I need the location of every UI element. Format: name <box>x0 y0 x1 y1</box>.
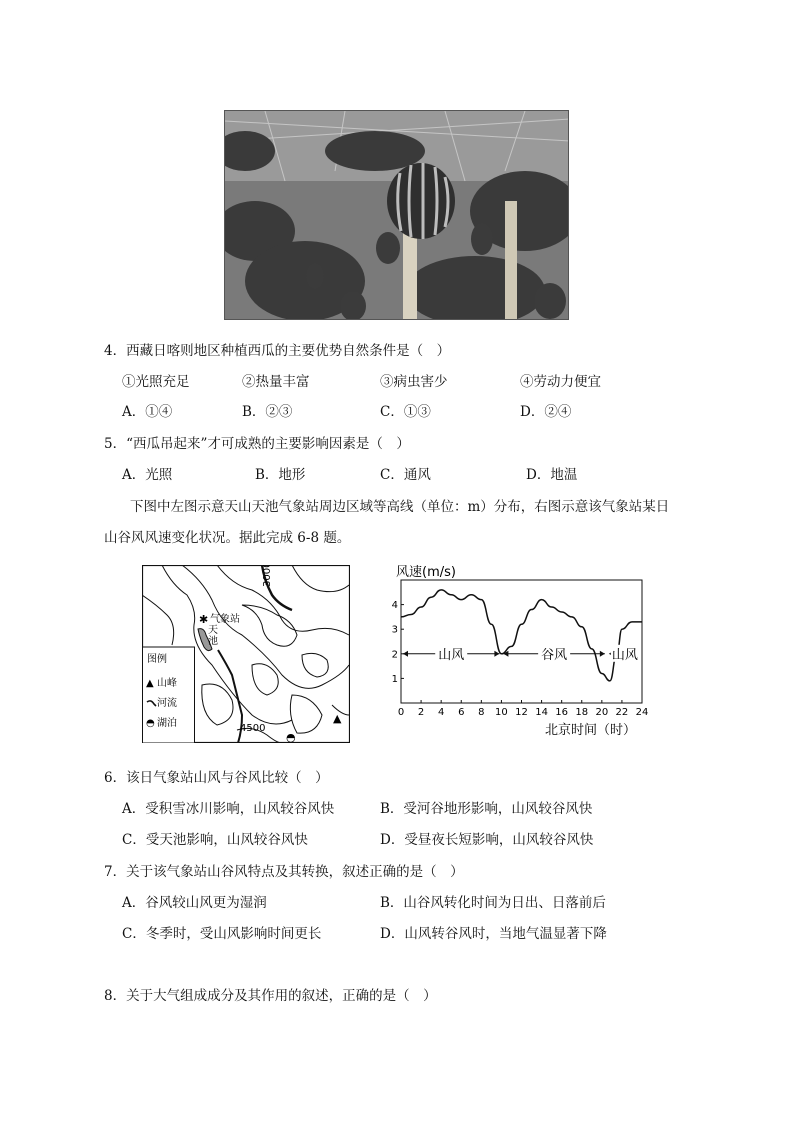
legend-lake-label: 湖泊 <box>157 718 177 729</box>
annotation-label: 山风 <box>611 647 638 663</box>
q4-item-3: ③病虫害少 <box>380 374 448 390</box>
contour-map <box>142 565 350 743</box>
x-tick-label: 18 <box>575 707 589 718</box>
peak-marker-icon: ▲ <box>333 712 342 725</box>
q7-option-b[interactable]: B．山谷风转化时间为日出、日落前后 <box>380 895 606 911</box>
q4-item-1: ①光照充足 <box>122 374 190 390</box>
x-tick-label: 16 <box>555 707 569 718</box>
annotation-label: 山风 <box>438 647 465 663</box>
wind-speed-chart <box>392 560 648 740</box>
x-tick-label: 10 <box>495 707 508 718</box>
x-tick-label: 24 <box>635 707 648 718</box>
q4-item-2: ②热量丰富 <box>242 374 310 390</box>
q4-option-d[interactable]: D．②④ <box>520 404 572 420</box>
q7-option-a[interactable]: A．谷风较山风更为湿润 <box>122 895 267 911</box>
q4-stem: 4．西藏日喀则地区种植西瓜的主要优势自然条件是（ ） <box>104 343 451 359</box>
legend-peak-label: 山峰 <box>157 678 177 689</box>
q5-stem: 5．“西瓜吊起来”才可成熟的主要影响因素是（ ） <box>104 436 410 452</box>
q6-option-b[interactable]: B．受河谷地形影响，山风较谷风快 <box>380 801 593 817</box>
q4-option-b[interactable]: B．②③ <box>242 404 293 420</box>
y-tick-label: 1 <box>392 673 398 685</box>
annotation-label: 谷风 <box>541 647 568 663</box>
annotation-arrowhead <box>403 651 408 657</box>
y-tick-label: 2 <box>392 649 398 661</box>
legend-title: 图例 <box>147 654 167 665</box>
q5-option-b[interactable]: B．地形 <box>255 467 306 483</box>
q5-option-d[interactable]: D．地温 <box>526 467 578 483</box>
q7-option-c[interactable]: C．冬季时，受山风影响时间更长 <box>122 926 322 942</box>
station-label: 气象站 <box>210 614 240 625</box>
x-tick-label: 14 <box>535 707 548 718</box>
station-marker-icon: ✱ <box>199 613 209 626</box>
chart-y-axis-label: 风速(m/s) <box>396 565 456 580</box>
legend-lake-icon: ◓ <box>146 718 155 729</box>
q4-item-4: ④劳动力便宜 <box>520 374 601 390</box>
watermelon <box>387 163 455 239</box>
q6-option-c[interactable]: C．受天池影响，山风较谷风快 <box>122 832 308 848</box>
q6-stem: 6．该日气象站山风与谷风比较（ ） <box>104 770 329 786</box>
lake-label-2: 池 <box>208 636 218 647</box>
x-tick-label: 12 <box>515 707 528 718</box>
q7-option-d[interactable]: D．山风转谷风时，当地气温显著下降 <box>380 926 607 942</box>
wind-speed-line <box>401 590 642 681</box>
legend-river-label: 河流 <box>157 698 177 709</box>
q6-option-d[interactable]: D．受昼夜长短影响，山风较谷风快 <box>380 832 594 848</box>
x-tick-label: 20 <box>595 707 609 718</box>
y-tick-label: 4 <box>392 600 398 612</box>
x-tick-label: 4 <box>437 707 445 718</box>
q5-option-c[interactable]: C．通风 <box>380 467 431 483</box>
intro-line-1: 下图中左图示意天山天池气象站周边区域等高线（单位：m）分布，右图示意该气象站某日 <box>130 499 670 515</box>
q5-option-a[interactable]: A．光照 <box>122 467 173 483</box>
x-tick-label: 2 <box>417 707 425 718</box>
q8-stem: 8．关于大气组成成分及其作用的叙述，正确的是（ ） <box>104 988 437 1004</box>
contour-label-3000: 3000 <box>262 565 273 587</box>
q4-option-c[interactable]: C．①③ <box>380 404 431 420</box>
chart-x-axis-label: 北京时间（时） <box>545 723 637 738</box>
contour-label-4500: 4500 <box>240 723 266 734</box>
q7-stem: 7．关于该气象站山谷风特点及其转换，叙述正确的是（ ） <box>104 864 464 880</box>
lake-label-1: 天 <box>208 625 218 636</box>
q6-option-a[interactable]: A．受积雪冰川影响，山风较谷风快 <box>122 801 335 817</box>
annotation-arrowhead <box>600 651 605 657</box>
q4-option-a[interactable]: A．①④ <box>122 404 173 420</box>
watermelon-photo-drawing <box>225 111 569 320</box>
legend-peak-icon: ▲ <box>146 678 154 689</box>
watermelon-photo <box>224 110 569 320</box>
intro-line-2: 山谷风风速变化状况。据此完成 6-8 题。 <box>104 530 351 546</box>
legend <box>143 647 195 743</box>
y-tick-label: 3 <box>392 624 398 636</box>
x-tick-label: 6 <box>458 707 465 718</box>
chart-frame <box>401 580 642 703</box>
x-tick-label: 22 <box>615 707 629 718</box>
x-tick-label: 0 <box>397 707 405 718</box>
x-tick-label: 8 <box>478 707 485 718</box>
lake-marker-icon: ◓ <box>286 731 296 743</box>
